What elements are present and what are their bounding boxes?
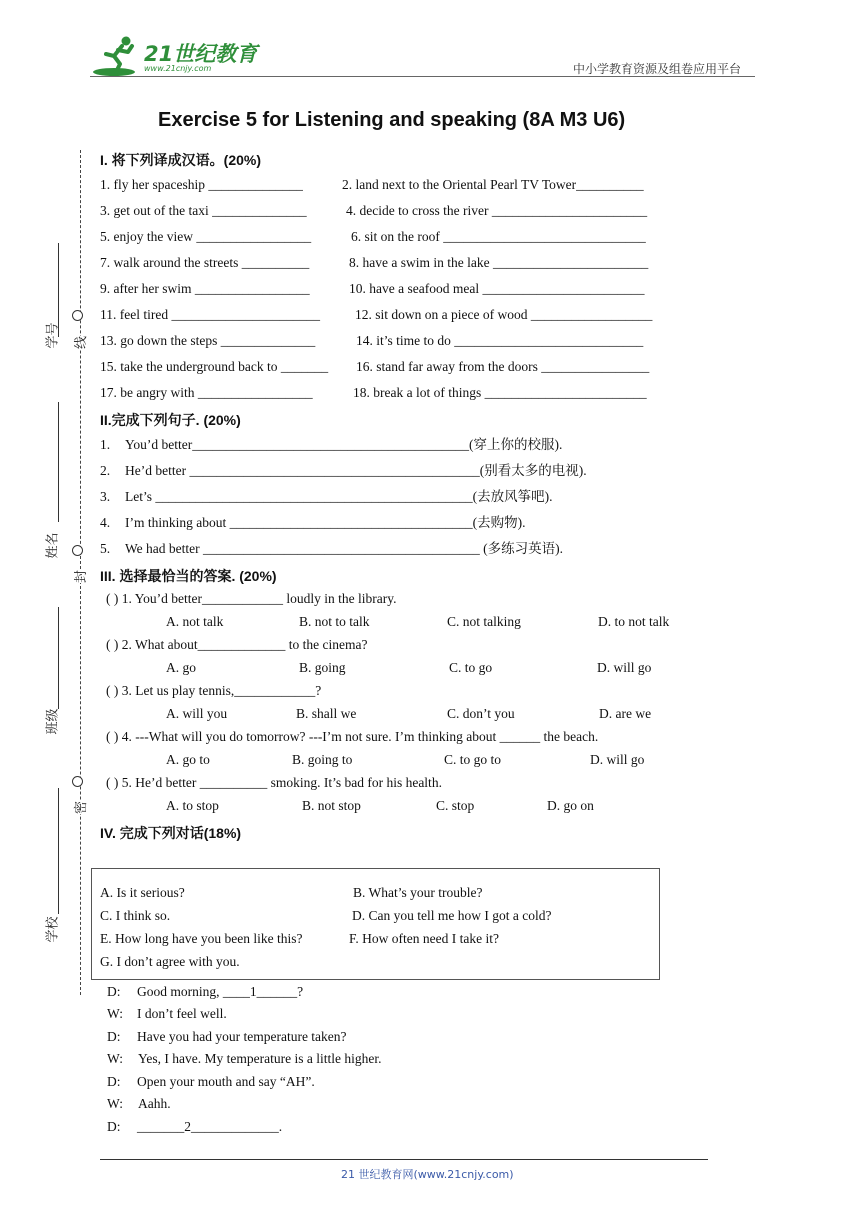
- list-item: [100, 514, 110, 532]
- section-2-heading: II.完成下列句子. (20%): [100, 412, 241, 428]
- name-write-line: [58, 402, 59, 522]
- list-item: [100, 306, 320, 324]
- list-item: [342, 176, 644, 194]
- list-item: [100, 436, 110, 454]
- sentence-item: Let’s _______________________________________________(去放风筝吧).: [125, 489, 553, 504]
- phrase-item: 8. have a swim in the lake _______________________: [349, 255, 649, 270]
- binding-circle: [72, 545, 83, 556]
- list-item: [100, 332, 315, 350]
- option-d: D. are we: [599, 706, 652, 721]
- class-write-line: [58, 607, 59, 709]
- seal-label: 封: [70, 570, 89, 583]
- list-item: [100, 358, 328, 376]
- option-b: B. going to: [292, 752, 353, 767]
- dialogue-line: Good morning, ____1______?: [137, 984, 304, 999]
- dialogue-line: Aahh.: [138, 1096, 171, 1111]
- item-number: 1.: [100, 437, 111, 452]
- option-c: C. to go: [449, 660, 493, 675]
- list-item: [100, 540, 110, 558]
- dialogue-line: I don’t feel well.: [137, 1006, 227, 1021]
- header-rule: [90, 76, 755, 77]
- speaker-label: W:: [107, 1006, 123, 1021]
- item-number: 5.: [100, 541, 111, 556]
- speaker-label: D:: [107, 1029, 121, 1044]
- header-right-text: 中小学教育资源及组卷应用平台: [573, 62, 742, 76]
- option-c: C. don’t you: [447, 706, 515, 721]
- option-a: A. to stop: [166, 798, 219, 813]
- list-item: [100, 488, 110, 506]
- option-b: B. going: [299, 660, 346, 675]
- phrase-item: 10. have a seafood meal ________________________: [349, 281, 645, 296]
- section-1-heading: I. 将下列译成汉语。(20%): [100, 152, 262, 168]
- option-a: A. will you: [166, 706, 228, 721]
- list-item: [353, 384, 647, 402]
- runner-logo-icon: [92, 34, 144, 78]
- option-c: C. not talking: [447, 614, 521, 629]
- question-stem: ( ) 5. He’d better __________ smoking. It’s bad for his health.: [106, 775, 442, 790]
- binding-circle: [72, 310, 83, 321]
- logo-text: 21世纪教育: [144, 42, 258, 66]
- option-d: D. will go: [590, 752, 645, 767]
- list-item: [100, 254, 309, 272]
- logo: [92, 34, 262, 78]
- list-item: [100, 384, 313, 402]
- phrase-item: 17. be angry with _________________: [100, 385, 313, 400]
- dialogue-option: E. How long have you been like this?: [100, 931, 303, 946]
- option-d: D. go on: [547, 798, 594, 813]
- dialogue-line: Yes, I have. My temperature is a little higher.: [138, 1051, 382, 1066]
- binding-circle: [72, 776, 83, 787]
- sentence-item: He’d better ___________________________________________(别看太多的电视).: [125, 463, 587, 478]
- item-number: 2.: [100, 463, 111, 478]
- list-item: [349, 280, 644, 298]
- dialogue-line: Open your mouth and say “AH”.: [137, 1074, 315, 1089]
- list-item: [351, 228, 646, 246]
- sentence-item: You’d better_________________________________________(穿上你的校服).: [125, 437, 563, 452]
- item-number: 3.: [100, 489, 111, 504]
- phrase-item: 11. feel tired ______________________: [100, 307, 320, 322]
- question-stem: ( ) 2. What about_____________ to the cinema?: [106, 637, 368, 652]
- section-4-heading: IV. 完成下列对话(18%): [100, 825, 242, 841]
- option-c: C. stop: [436, 798, 475, 813]
- speaker-label: D:: [107, 1119, 121, 1134]
- dialogue-option: A. Is it serious?: [100, 885, 185, 900]
- dialogue-option: G. I don’t agree with you.: [100, 954, 240, 969]
- footer-text: 21 世纪教育网(www.21cnjy.com): [341, 1168, 514, 1181]
- page-title: Exercise 5 for Listening and speaking (8A M3 U6): [158, 109, 626, 131]
- phrase-item: 9. after her swim _________________: [100, 281, 310, 296]
- phrase-item: 5. enjoy the view _________________: [100, 229, 312, 244]
- list-item: [356, 332, 643, 350]
- phrase-item: 1. fly her spaceship ______________: [100, 177, 303, 192]
- school-write-line: [58, 788, 59, 914]
- secret-label: 密: [70, 801, 89, 814]
- list-item: [100, 280, 310, 298]
- phrase-item: 4. decide to cross the river _______________________: [346, 203, 648, 218]
- option-d: D. will go: [597, 660, 652, 675]
- option-b: B. not stop: [302, 798, 361, 813]
- phrase-item: 6. sit on the roof ______________________________: [351, 229, 646, 244]
- list-item: [100, 228, 311, 246]
- phrase-item: 18. break a lot of things ________________________: [353, 385, 647, 400]
- footer-rule: [100, 1159, 708, 1160]
- option-c: C. to go to: [444, 752, 502, 767]
- list-item: [349, 254, 648, 272]
- dialogue-line: Have you had your temperature taken?: [137, 1029, 347, 1044]
- dialogue-option: C. I think so.: [100, 908, 171, 923]
- phrase-item: 12. sit down on a piece of wood __________________: [355, 307, 653, 322]
- option-b: B. not to talk: [299, 614, 370, 629]
- question-stem: ( ) 4. ---What will you do tomorrow? ---I’m not sure. I’m thinking about ______ the beach.: [106, 729, 599, 744]
- list-item: [100, 462, 110, 480]
- class-label: 班级: [45, 708, 61, 735]
- dialogue-option: B. What’s your trouble?: [353, 885, 483, 900]
- speaker-label: W:: [107, 1051, 123, 1066]
- list-item: [346, 202, 647, 220]
- student-no-label: 学号: [45, 322, 61, 349]
- phrase-item: 15. take the underground back to _______: [100, 359, 329, 374]
- logo-url: www.21cnjy.com: [144, 64, 212, 73]
- question-stem: ( ) 1. You’d better____________ loudly in the library.: [106, 591, 397, 606]
- question-stem: ( ) 3. Let us play tennis,____________?: [106, 683, 322, 698]
- section-3-heading: III. 选择最恰当的答案. (20%): [100, 568, 277, 584]
- school-label: 学校: [45, 916, 61, 943]
- list-item: [355, 306, 652, 324]
- dialogue-option: F. How often need I take it?: [349, 931, 499, 946]
- option-b: B. shall we: [296, 706, 357, 721]
- list-item: [356, 358, 649, 376]
- phrase-item: 3. get out of the taxi ______________: [100, 203, 307, 218]
- phrase-item: 16. stand far away from the doors ________________: [356, 359, 650, 374]
- phrase-item: 2. land next to the Oriental Pearl TV Tower__________: [342, 177, 644, 192]
- dialogue-option: D. Can you tell me how I got a cold?: [352, 908, 552, 923]
- speaker-label: W:: [107, 1096, 123, 1111]
- list-item: [100, 176, 303, 194]
- option-d: D. to not talk: [598, 614, 670, 629]
- sentence-item: We had better _________________________________________ (多练习英语).: [125, 541, 563, 556]
- line-label: 线: [70, 336, 89, 349]
- phrase-item: 13. go down the steps ______________: [100, 333, 316, 348]
- name-label: 姓名: [45, 532, 61, 559]
- option-a: A. not talk: [166, 614, 224, 629]
- dialogue-line: _______2_____________.: [137, 1119, 283, 1134]
- list-item: [100, 202, 307, 220]
- sentence-item: I’m thinking about ____________________________________(去购物).: [125, 515, 526, 530]
- speaker-label: D:: [107, 1074, 121, 1089]
- phrase-item: 7. walk around the streets __________: [100, 255, 310, 270]
- speaker-label: D:: [107, 984, 121, 999]
- option-a: A. go: [166, 660, 196, 675]
- item-number: 4.: [100, 515, 111, 530]
- option-a: A. go to: [166, 752, 210, 767]
- phrase-item: 14. it’s time to do ____________________________: [356, 333, 644, 348]
